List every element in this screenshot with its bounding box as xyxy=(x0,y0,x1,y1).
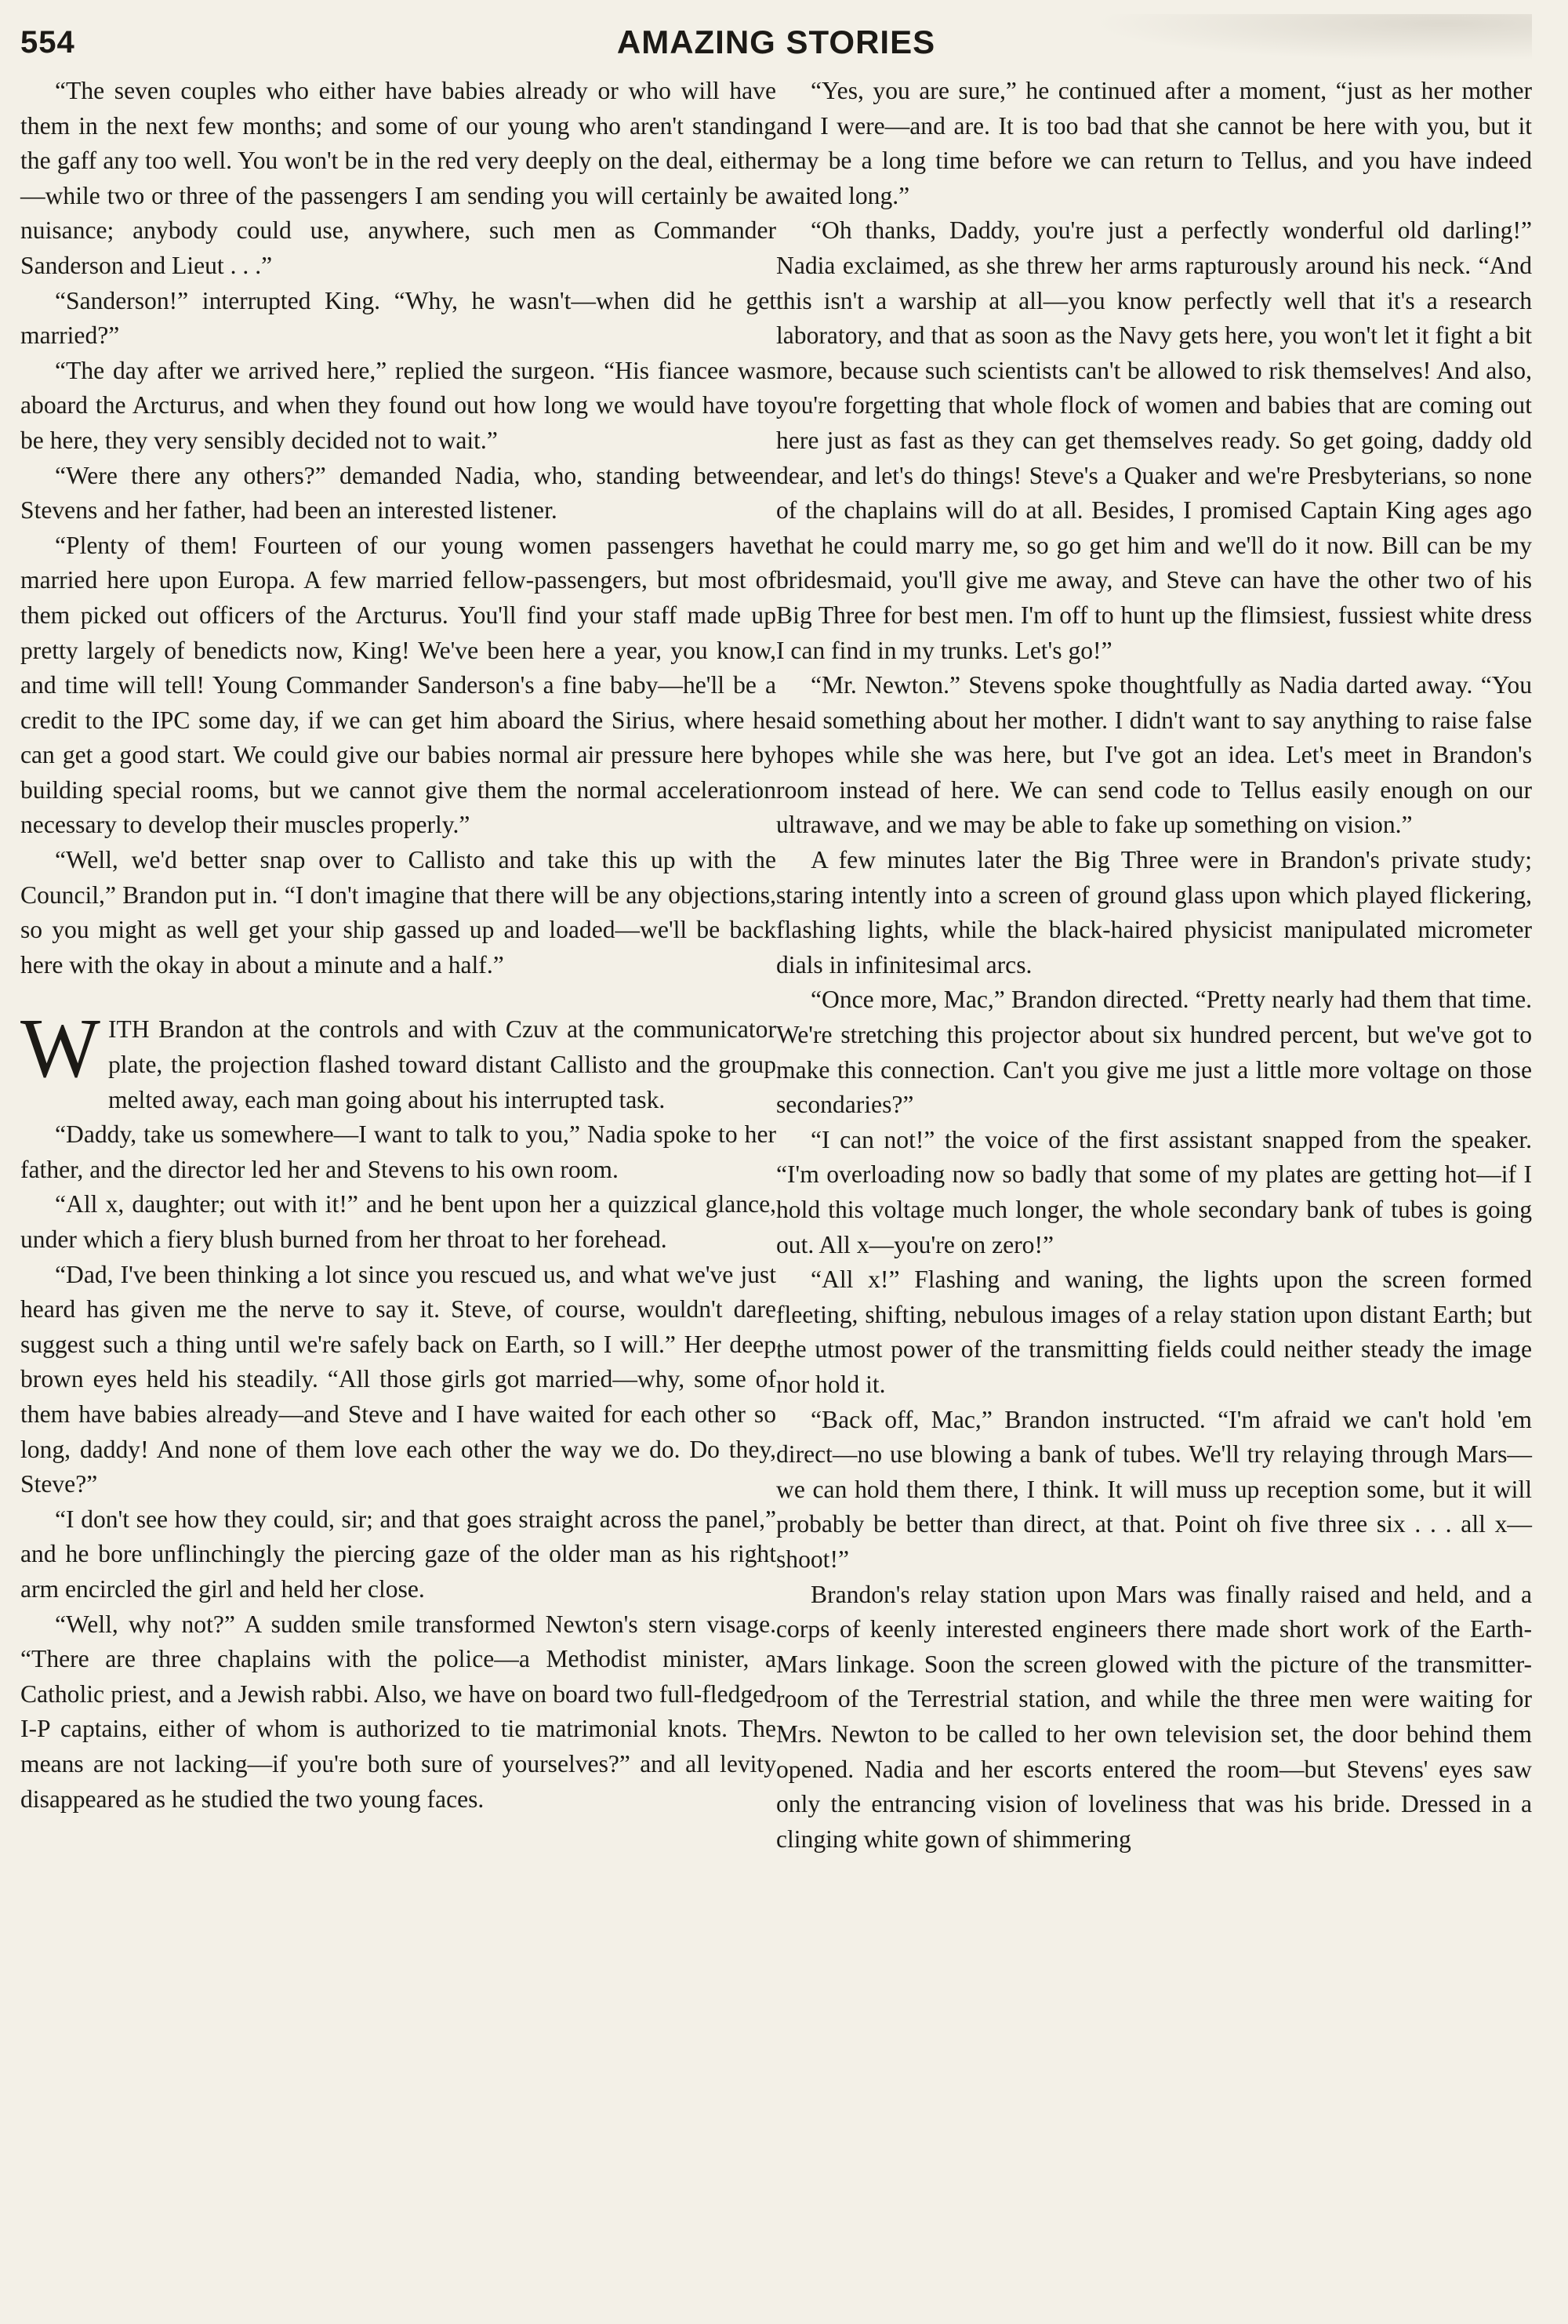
paragraph: “Mr. Newton.” Stevens spoke thoughtfully as Nadia darted away. “You said something about her mother. I didn't want to say anything to raise false hopes while she was here, but I've got an idea. Let's meet in Brandon's room instead of here. We can send code to Tellus easily enough on our ultrawave, and we may be able to fake up something on vision.” xyxy=(776,671,1532,839)
paragraph: “Oh thanks, Daddy, you're just a perfectly wonderful old darling!” Nadia exclaimed, as she threw her arms rapturously around his neck. “And this isn't a warship at all—you know perfectly well that it's a research laboratory, and that as soon as the Navy gets here, you won't let it fight a bit more, because such scientists can't be allowed to risk themselves! And also, you're forgetting that whole flock of women and babies that are coming out here just as fast as they can get themselves ready. So get going, daddy old dear, and let's do things! Steve's a Quaker and we're Presbyterians, so none of the chaplains will do at all. Besides, I promised Captain King ages ago that he could marry me, so go get him and we'll do it now. Bill can be my bridesmaid, you'll give me away, and Steve can have the other two of his Big Three for best men. I'm off to hunt up the flimsiest, fussiest white dress I can find in my trunks. Let's go!” xyxy=(776,216,1532,664)
magazine-title: AMAZING STORIES xyxy=(616,24,936,60)
paragraph: “I can not!” the voice of the first assistant snapped from the speaker. “I'm overloading now so badly that some of my plates are getting hot—if I hold this voltage much longer, the whole secondary bank of tubes is going out. All x—you're on zero!” xyxy=(776,1125,1532,1258)
paragraph: “Well, why not?” A sudden smile transformed Newton's stern visage. “There are three chaplains with the police—a Methodist minister, a Catholic priest, and a Jewish rabbi. Also, we have on board two full-fledged I-P captains, either of whom is authorized to tie matrimonial knots. The means are not lacking—if you're both sure of yourselves?” and all levity disappeared as he studied the two young faces. xyxy=(20,1610,776,1813)
paragraph: “The seven couples who either have babies already or who will have them in the next few months; and some of our young who aren't standing the gaff any too well. You won't be in the red very deeply on the deal, either—while two or three of the passengers I am sending you will certainly be a nuisance; anybody could use, anywhere, such men as Commander Sanderson and Lieut . . .” xyxy=(20,77,776,279)
section-break xyxy=(20,982,776,1012)
print-smudge xyxy=(1093,14,1532,61)
page-number: 554 xyxy=(20,25,75,60)
paragraph: “I don't see how they could, sir; and that goes straight across the panel,” and he bore unflinchingly the piercing gaze of the older man as his right arm encircled the girl and held her close. xyxy=(20,1505,776,1603)
paragraph: “All x, daughter; out with it!” and he bent upon her a quizzical glance, under which a fiery blush burned from her throat to her forehead. xyxy=(20,1190,776,1253)
left-column xyxy=(20,74,776,1857)
paragraph: A few minutes later the Big Three were in Brandon's private study; staring intently into a screen of ground glass upon which played flickering, flashing lights, while the black-haired physicist manipulated micrometer dials in infinitesimal arcs. xyxy=(776,846,1532,979)
paragraph: “Sanderson!” interrupted King. “Why, he wasn't—when did he get married?” xyxy=(20,286,776,350)
paragraph: “Once more, Mac,” Brandon directed. “Pretty nearly had them that time. We're stretching this projector about six hundred percent, but we've got to make this connection. Can't you give me just a little more voltage on those secondaries?” xyxy=(776,986,1532,1119)
paragraph: “Daddy, take us somewhere—I want to talk to you,” Nadia spoke to her father, and the director led her and Stevens to his own room. xyxy=(20,1120,776,1183)
paragraph: “Well, we'd better snap over to Callisto and take this up with the Council,” Brandon put in. “I don't imagine that there will be any objections, so you might as well get your ship gassed up and loaded—we'll be back here with the okay in about a minute and a half.” xyxy=(20,846,776,979)
paragraph: “All x!” Flashing and waning, the lights upon the screen formed fleeting, shifting, nebulous images of a relay station upon distant Earth; but the utmost power of the transmitting fields could neither steady the image nor hold it. xyxy=(776,1265,1532,1398)
paragraph: Brandon's relay station upon Mars was finally raised and held, and a corps of keenly interested engineers there made short work of the Earth-Mars linkage. Soon the screen glowed with the picture of the transmitter-room of the Terrestrial station, and while the three men were waiting for Mrs. Newton to be called to her own television set, the door behind them opened. Nadia and her escorts entered the room—but Stevens' eyes saw only the entrancing vision of loveliness that was his bride. Dressed in a clinging white gown of shimmering xyxy=(776,1580,1532,1853)
paragraph: “Were there any others?” demanded Nadia, who, standing between Stevens and her father, had been an interested listener. xyxy=(20,461,776,525)
running-head xyxy=(20,22,1532,69)
section-opening-text: ITH Brandon at the controls and with Czuv at the communicator plate, the projection flashed toward distant Callisto and the group melted away, each man going about his interrupted task. xyxy=(107,1015,776,1113)
paragraph: “Yes, you are sure,” he continued after a moment, “just as her mother and I were—and are. It is too bad that she cannot be here with you, but it may be a long time before we can return to Tellus, and you have indeed waited long.” xyxy=(776,77,1532,209)
right-column xyxy=(776,74,1532,1857)
paragraph: “Back off, Mac,” Brandon instructed. “I'm afraid we can't hold 'em direct—no use blowing a bank of tubes. We'll try relaying through Mars—we can hold them there, I think. It will muss up reception some, but it will probably be better than direct, at that. Point oh five three six . . . all x—shoot!” xyxy=(776,1405,1532,1573)
paragraph: “Plenty of them! Fourteen of our young women passengers have married here upon Europa. A few married fellow-passengers, but most of them picked out officers of the Arcturus. You'll find your staff made up pretty largely of benedicts now, King! We've been here a year, you know, and time will tell! Young Commander Sanderson's a fine baby—he'll be a credit to the IPC some day, if we can get him aboard the Sirius, where he can get a good start. We could give our babies normal air pressure here by building special rooms, but we cannot give them the normal acceleration necessary to develop their muscles properly.” xyxy=(20,531,776,839)
paragraph: “Dad, I've been thinking a lot since you rescued us, and what we've just heard has given me the nerve to say it. Steve, of course, wouldn't dare suggest such a thing until we're safely back on Earth, so I will.” Her deep brown eyes held his steadily. “All those girls got married—why, some of them have babies already—and Steve and I have waited for each other so long, daddy! And none of them love each other the way we do. Do they, Steve?” xyxy=(20,1260,776,1498)
paragraph: “The day after we arrived here,” replied the surgeon. “His fiancee was aboard the Arcturus, and when they found out how long we would have to be here, they very sensibly decided not to wait.” xyxy=(20,356,776,454)
section-opening-paragraph xyxy=(20,1002,776,1117)
text-columns xyxy=(20,74,1532,1857)
drop-cap: W xyxy=(20,1002,100,1096)
